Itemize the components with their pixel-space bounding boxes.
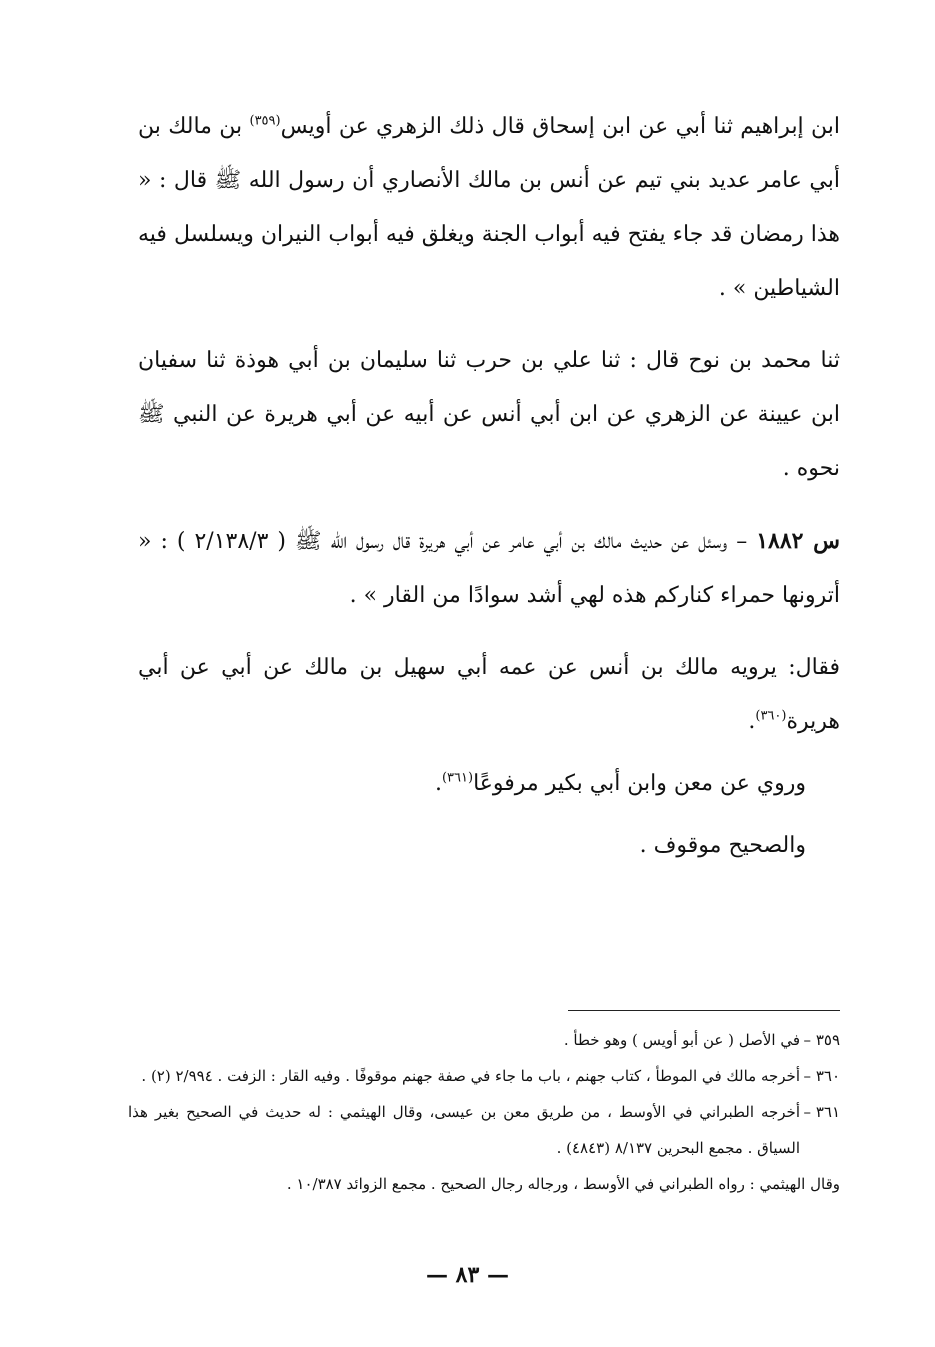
paragraph-2 (138, 334, 840, 496)
footnote-text: وقال الهيثمي : رواه الطبراني في الأوسط ، ورجاله رجال الصحيح . مجمع الزوائد ١٠/٣٨٧ . (286, 1175, 840, 1193)
footnote-number: ٣٦١ – (803, 1103, 840, 1121)
paragraph-6-text: والصحيح موقوف . (639, 833, 806, 858)
paragraph-5-end: . (434, 771, 442, 796)
footnote-ref-360[interactable]: (٣٦٠) (755, 708, 787, 724)
paragraph-5 (138, 757, 840, 811)
question-number: س ١٨٨٢ (756, 528, 841, 554)
paragraph-6 (138, 819, 840, 873)
page-number: — ٨٣ — (426, 1262, 509, 1288)
footnote-361-continued (128, 1166, 840, 1202)
paragraph-1-text: ابن إبراهيم ثنا أبي عن ابن إسحاق قال ذلك الزهري عن أويس (280, 114, 840, 139)
footnote-text: أخرجه الطبراني في الأوسط ، من طريق معن بن عيسى، وقال الهيثمي : له حديث في الصحيح بغير هذا السياق . مجمع البحرين ٨/١٣٧ (٤٨٤٣) . (128, 1103, 800, 1157)
footnote-359 (128, 1022, 840, 1058)
footnote-361 (128, 1094, 840, 1166)
paragraph-1 (138, 100, 840, 316)
paragraph-3-text: – وسئل عن حديث مالك بن أبي عامر عن أبي هريرة قال رسول الله ﷺ ( ٢/١٣٨/٣ ) : « أترونها حمراء كناركم هذه لهي أشد سوادًا من القار » . (138, 529, 840, 608)
paragraph-4-text: فقال: يرويه مالك بن أنس عن عمه أبي سهيل بن مالك عن أبي عن أبي هريرة (138, 655, 840, 734)
footnote-360 (128, 1058, 840, 1094)
main-text (138, 100, 840, 891)
paragraph-5-text: وروي عن معن وابن أبي بكير مرفوعًا (473, 771, 806, 796)
paragraph-2-text: ثنا محمد بن نوح قال : ثنا علي بن حرب ثنا سليمان بن أبي هوذة ثنا سفيان ابن عيينة عن الزهري عن ابن أبي أنس عن أبيه عن أبي هريرة عن النبي ﷺ نحوه . (138, 348, 840, 481)
footnote-ref-361[interactable]: (٣٦١) (441, 770, 474, 786)
footnote-ref-359[interactable]: (٣٥٩) (249, 113, 281, 129)
footnote-text: في الأصل ( عن أبو أويس ) وهو خطأ . (563, 1031, 800, 1049)
footnote-number: ٣٥٩ – (803, 1031, 840, 1049)
footnote-text: أخرجه مالك في الموطأ ، كتاب جهنم ، باب ما جاء في صفة جهنم موقوفًا . وفيه القار : الزفت . ٢/٩٩٤ (٢) . (141, 1067, 800, 1085)
paragraph-3 (138, 514, 840, 623)
footnote-number: ٣٦٠ – (803, 1067, 840, 1085)
paragraph-1-text-continued: بن مالك بن أبي عامر عديد بني تيم عن أنس بن مالك الأنصاري أن رسول الله ﷺ قال : « هذا رمضان قد جاء يفتح فيه أبواب الجنة ويغلق فيه أبواب النيران ويسلسل فيه الشياطين » . (138, 114, 840, 301)
paragraph-4-end: . (748, 709, 756, 734)
footnote-divider (568, 1010, 840, 1011)
footnotes (128, 1022, 840, 1202)
paragraph-4 (138, 641, 840, 749)
